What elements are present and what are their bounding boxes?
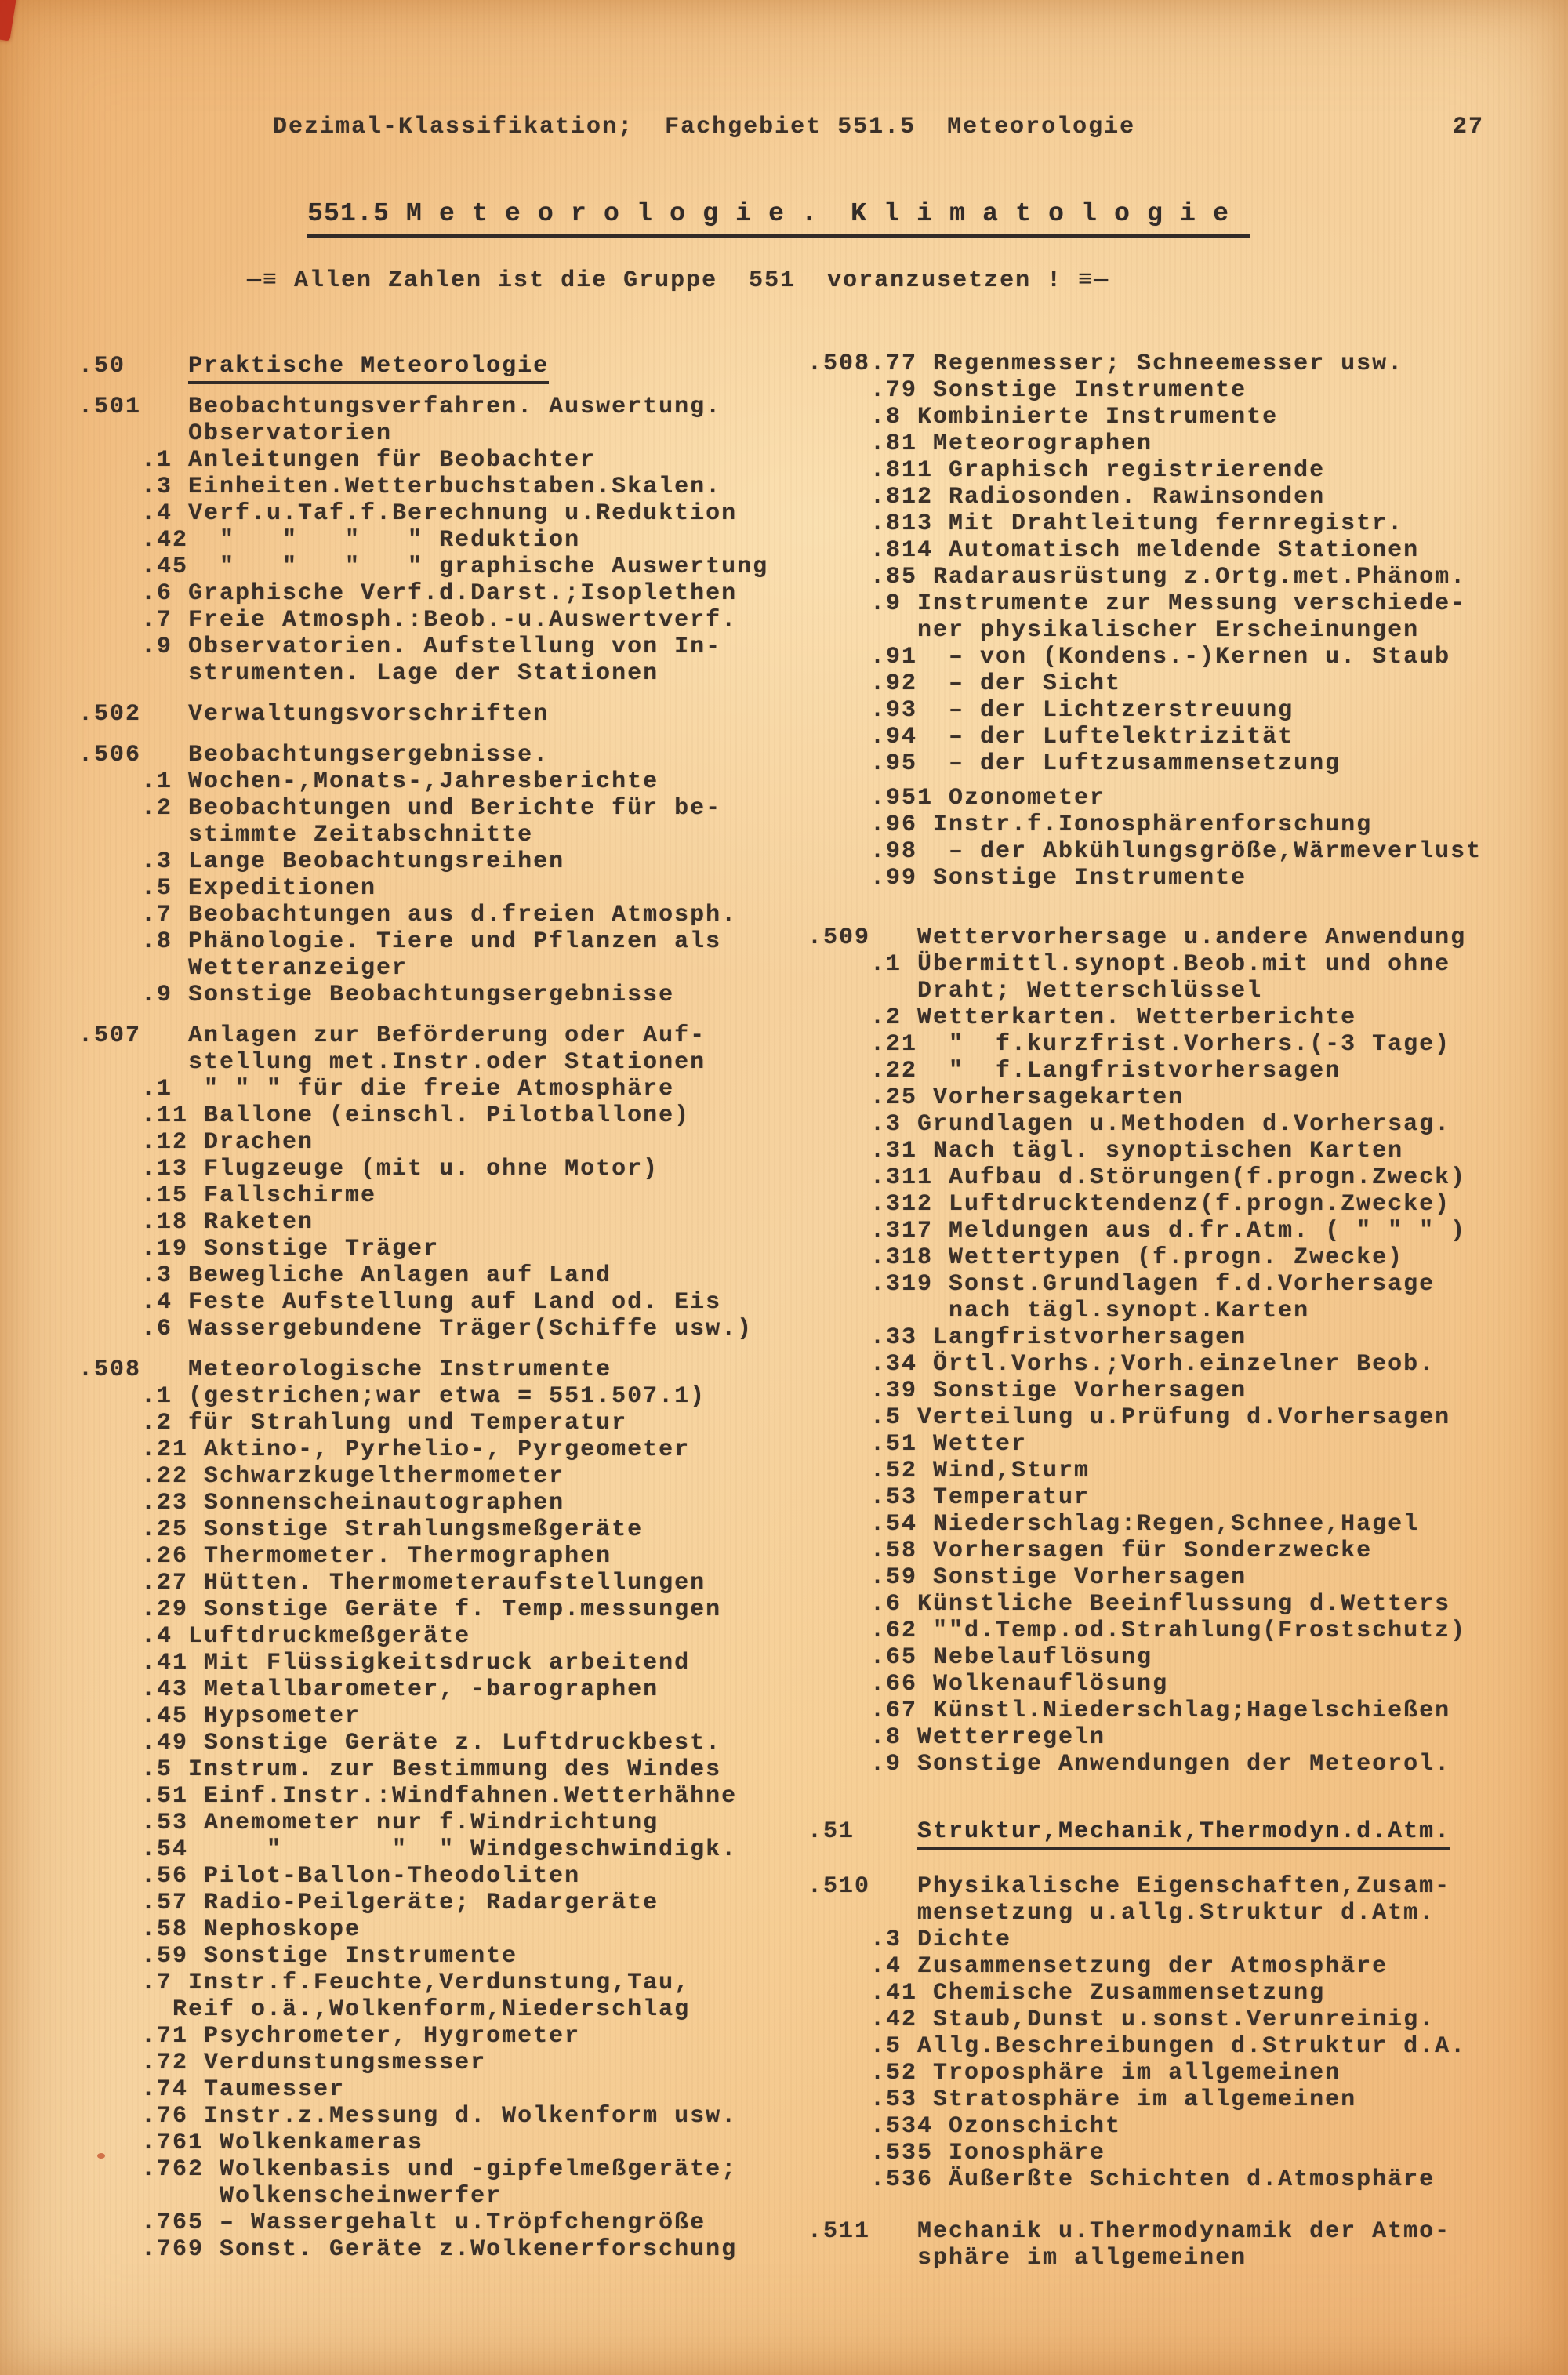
entry-line: .3 Bewegliche Anlagen auf Land (78, 1262, 612, 1289)
entry-line: .507 Anlagen zur Beförderung oder Auf- (78, 1022, 706, 1049)
entry-line: .2 Wetterkarten. Wetterberichte (808, 1004, 1357, 1031)
entry-line: .1 Anleitungen für Beobachter (78, 447, 597, 474)
entry-line: .27 Hütten. Thermometeraufstellungen (78, 1570, 706, 1596)
entry-line: .5 Expeditionen (78, 875, 377, 902)
entry-line: .58 Vorhersagen für Sonderzwecke (808, 1538, 1373, 1564)
entry-line: sphäre im allgemeinen (808, 2245, 1247, 2272)
entry-line: .95 – der Luftzusammensetzung (808, 750, 1341, 777)
entry-line: .93 – der Lichtzerstreuung (808, 697, 1294, 724)
column-gap (78, 1342, 86, 1356)
entry-line: .4 Feste Aufstellung auf Land od. Eis (78, 1289, 722, 1316)
entry-line: .72 Verdunstungsmesser (78, 2050, 487, 2076)
entry-line: .1 Übermittl.synopt.Beob.mit und ohne (808, 951, 1451, 978)
entry-line: .509 Wettervorhersage u.andere Anwendung (808, 924, 1467, 951)
entry-line: .1 (gestrichen;war etwa = 551.507.1) (78, 1383, 706, 1410)
entry-line: .25 Sonstige Strahlungsmeßgeräte (78, 1516, 644, 1543)
column-gap (808, 1845, 815, 1873)
entry-line: .54 " " " Windgeschwindigk. (78, 1836, 738, 1863)
entry-line: .510 Physikalische Eigenschaften,Zusam- (808, 1873, 1451, 1900)
entry-line: .814 Automatisch meldende Stationen (808, 537, 1420, 564)
entry-line: .74 Taumesser (78, 2076, 346, 2103)
entry-line: .42 Staub,Dunst u.sonst.Verunreinig. (808, 2006, 1436, 2033)
entry-line: .22 " f.Langfristvorhersagen (808, 1058, 1341, 1084)
entry-line: .99 Sonstige Instrumente (808, 865, 1247, 892)
entry-line: .13 Flugzeuge (mit u. ohne Motor) (78, 1156, 659, 1182)
entry-line: .2 für Strahlung und Temperatur (78, 1410, 628, 1436)
entry-line: nach tägl.synopt.Karten (808, 1298, 1310, 1324)
entry-line: .54 Niederschlag:Regen,Schnee,Hagel (808, 1511, 1420, 1538)
page-number: 27 (1453, 114, 1485, 140)
entry-line: .812 Radiosonden. Rawinsonden (808, 484, 1326, 510)
entry-line: .33 Langfristvorhersagen (808, 1324, 1247, 1351)
running-header: Dezimal-Klassifikation; Fachgebiet 551.5 Meteorologie (273, 114, 1136, 140)
entry-line: .3 Einheiten.Wetterbuchstaben.Skalen. (78, 474, 722, 500)
entry-line: .761 Wolkenkameras (78, 2130, 424, 2156)
section-title-text: 551.5 M e t e o r o l o g i e . K l i m a t o l o g i e (307, 201, 1250, 238)
group-heading-line (78, 353, 768, 379)
column-gap (78, 379, 86, 394)
column-gap (808, 2193, 815, 2218)
entry-line: .769 Sonst. Geräte z.Wolkenerforschung (78, 2236, 738, 2263)
column-gap (808, 777, 815, 785)
entry-line: .29 Sonstige Geräte f. Temp.messungen (78, 1596, 722, 1623)
entry-line: ner physikalischer Erscheinungen (808, 617, 1420, 644)
column-gap (78, 728, 86, 742)
entry-line: .23 Sonnenscheinautographen (78, 1490, 565, 1516)
entry-line: .3 Grundlagen u.Methoden d.Vorhersag. (808, 1111, 1451, 1138)
entry-line: .9 Observatorien. Aufstellung von In- (78, 634, 722, 660)
entry-line: .311 Aufbau d.Störungen(f.progn.Zweck) (808, 1164, 1467, 1191)
entry-line: .81 Meteorographen (808, 430, 1153, 457)
entry-line: .317 Meldungen aus d.fr.Atm. ( " " " ) (808, 1218, 1467, 1244)
classification-column-left (78, 353, 768, 2263)
entry-line: Reif o.ä.,Wolkenform,Niederschlag (78, 1996, 691, 2023)
entry-line: .51 Einf.Instr.:Windfahnen.Wetterhähne (78, 1783, 738, 1810)
entry-line: .59 Sonstige Vorhersagen (808, 1564, 1247, 1591)
entry-line: .535 Ionosphäre (808, 2140, 1106, 2166)
entry-line: .94 – der Luftelektrizität (808, 724, 1294, 750)
entry-line: .762 Wolkenbasis und -gipfelmeßgeräte; (78, 2156, 738, 2183)
entry-line: .31 Nach tägl. synoptischen Karten (808, 1138, 1404, 1164)
classification-column-right (808, 350, 1482, 2272)
entry-line: .52 Troposphäre im allgemeinen (808, 2060, 1341, 2086)
entry-line: .76 Instr.z.Messung d. Wolkenform usw. (78, 2103, 738, 2130)
entry-line: mensetzung u.allg.Struktur d.Atm. (808, 1900, 1436, 1927)
entry-line: .45 " " " " graphische Auswertung (78, 554, 769, 580)
entry-line: .951 Ozonometer (808, 785, 1106, 812)
column-gap (78, 1008, 86, 1022)
entry-line: .534 Ozonschicht (808, 2113, 1122, 2140)
entry-line: .25 Vorhersagekarten (808, 1084, 1185, 1111)
entry-line: .3 Dichte (808, 1927, 1012, 1953)
entry-line: strumenten. Lage der Stationen (78, 660, 659, 687)
entry-line: .53 Anemometer nur f.Windrichtung (78, 1810, 659, 1836)
entry-line: .506 Beobachtungsergebnisse. (78, 742, 550, 768)
entry-line: .21 " f.kurzfrist.Vorhers.(-3 Tage) (808, 1031, 1451, 1058)
entry-line: .2 Beobachtungen und Berichte für be- (78, 795, 722, 822)
entry-line: .15 Fallschirme (78, 1182, 377, 1209)
entry-line: .8 Phänologie. Tiere und Pflanzen als (78, 928, 722, 955)
entry-line: Wolkenscheinwerfer (78, 2183, 503, 2210)
entry-line: .312 Luftdrucktendenz(f.progn.Zwecke) (808, 1191, 1451, 1218)
entry-line: .92 – der Sicht (808, 670, 1122, 697)
entry-line: .65 Nebelauflösung (808, 1644, 1153, 1671)
entry-line: .53 Stratosphäre im allgemeinen (808, 2086, 1357, 2113)
column-gap (808, 892, 815, 924)
entry-line: .67 Künstl.Niederschlag;Hagelschießen (808, 1698, 1451, 1724)
entry-line: .4 Verf.u.Taf.f.Berechnung u.Reduktion (78, 500, 738, 527)
entry-line: .56 Pilot-Ballon-Theodoliten (78, 1863, 581, 1890)
entry-line: .26 Thermometer. Thermographen (78, 1543, 612, 1570)
entry-line: .7 Freie Atmosph.:Beob.-u.Auswertverf. (78, 607, 738, 634)
entry-line: .9 Sonstige Anwendungen der Meteorol. (808, 1751, 1451, 1778)
red-ink-corner-mark (0, 0, 17, 42)
entry-line: .21 Aktino-, Pyrhelio-, Pyrgeometer (78, 1436, 691, 1463)
entry-line: .79 Sonstige Instrumente (808, 377, 1247, 404)
entry-line: .3 Lange Beobachtungsreihen (78, 848, 565, 875)
entry-line: .51 Wetter (808, 1431, 1028, 1458)
notice-text: Allen Zahlen ist die Gruppe 551 voranzusetzen ! (278, 267, 1079, 294)
entry-line: stellung met.Instr.oder Stationen (78, 1049, 706, 1076)
entry-line: .98 – der Abkühlungsgröße,Wärmeverlust (808, 838, 1483, 865)
entry-line: .508 Meteorologische Instrumente (78, 1356, 612, 1383)
entry-line: .43 Metallbarometer, -barographen (78, 1676, 659, 1703)
entry-line: .41 Chemische Zusammensetzung (808, 1980, 1326, 2006)
entry-line: .53 Temperatur (808, 1484, 1091, 1511)
entry-line: .52 Wind,Sturm (808, 1458, 1091, 1484)
entry-line: Draht; Wetterschlüssel (808, 978, 1263, 1004)
entry-line: .1 " " " für die freie Atmosphäre (78, 1076, 675, 1102)
entry-line: .319 Sonst.Grundlagen f.d.Vorhersage (808, 1271, 1436, 1298)
entry-line: .85 Radarausrüstung z.Ortg.met.Phänom. (808, 564, 1467, 590)
entry-line: .96 Instr.f.Ionosphärenforschung (808, 812, 1373, 838)
entry-line: .5 Allg.Beschreibungen d.Struktur d.A. (808, 2033, 1467, 2060)
entry-line: .501 Beobachtungsverfahren. Auswertung. (78, 394, 722, 420)
entry-line: .536 Äußerßte Schichten d.Atmosphäre (808, 2166, 1436, 2193)
entry-line: .57 Radio-Peilgeräte; Radargeräte (78, 1890, 659, 1916)
entry-line: .4 Luftdruckmeßgeräte (78, 1623, 471, 1650)
entry-line: .1 Wochen-,Monats-,Jahresberichte (78, 768, 659, 795)
entry-line: .5 Verteilung u.Prüfung d.Vorhersagen (808, 1404, 1451, 1431)
entry-line: .8 Wetterregeln (808, 1724, 1106, 1751)
entry-line: .7 Instr.f.Feuchte,Verdunstung,Tau, (78, 1970, 691, 1996)
entry-line: Observatorien (78, 420, 393, 447)
entry-line: .19 Sonstige Träger (78, 1236, 440, 1262)
entry-line: .9 Instrumente zur Messung verschiede- (808, 590, 1467, 617)
entry-line: .11 Ballone (einschl. Pilotballone) (78, 1102, 691, 1129)
entry-line: .8 Kombinierte Instrumente (808, 404, 1279, 430)
entry-line: .91 – von (Kondens.-)Kernen u. Staub (808, 644, 1451, 670)
section-title (307, 201, 1250, 238)
entry-line: .58 Nephoskope (78, 1916, 361, 1943)
entry-line: .5 Instrum. zur Bestimmung des Windes (78, 1756, 722, 1783)
entry-line: .811 Graphisch registrierende (808, 457, 1326, 484)
entry-line: .511 Mechanik u.Thermodynamik der Atmo- (808, 2218, 1451, 2245)
entry-line: .34 Örtl.Vorhs.;Vorh.einzelner Beob. (808, 1351, 1436, 1378)
entry-line: .45 Hypsometer (78, 1703, 361, 1730)
group-heading-underlined-label: Struktur,Mechanik,Thermodyn.d.Atm. (917, 1818, 1450, 1850)
entry-line: .6 Wassergebundene Träger(Schiffe usw.) (78, 1316, 753, 1342)
entry-code: .51 (808, 1818, 918, 1845)
entry-line: .49 Sonstige Geräte z. Luftdruckbest. (78, 1730, 722, 1756)
entry-line: .7 Beobachtungen aus d.freien Atmosph. (78, 902, 738, 928)
entry-line: .6 Künstliche Beeinflussung d.Wetters (808, 1591, 1451, 1618)
notice-line (247, 267, 1109, 294)
entry-line: .4 Zusammensetzung der Atmosphäre (808, 1953, 1388, 1980)
entry-line: .41 Mit Flüssigkeitsdruck arbeitend (78, 1650, 691, 1676)
entry-line: .508.77 Regenmesser; Schneemesser usw. (808, 350, 1404, 377)
triple-bar-left-icon: —≡ (247, 267, 279, 294)
entry-line: .18 Raketen (78, 1209, 314, 1236)
entry-line: .42 " " " " Reduktion (78, 527, 581, 554)
entry-line: .39 Sonstige Vorhersagen (808, 1378, 1247, 1404)
entry-line: .318 Wettertypen (f.progn. Zwecke) (808, 1244, 1404, 1271)
entry-line: .66 Wolkenauflösung (808, 1671, 1169, 1698)
entry-line: stimmte Zeitabschnitte (78, 822, 534, 848)
entry-line: .59 Sonstige Instrumente (78, 1943, 518, 1970)
entry-line: .502 Verwaltungsvorschriften (78, 701, 550, 728)
group-heading-underlined-label: Praktische Meteorologie (188, 353, 549, 384)
entry-code: .50 (78, 353, 189, 379)
entry-line: Wetteranzeiger (78, 955, 408, 982)
group-heading-line (808, 1818, 1482, 1845)
entry-line: .6 Graphische Verf.d.Darst.;Isoplethen (78, 580, 738, 607)
entry-line: .813 Mit Drahtleitung fernregistr. (808, 510, 1404, 537)
column-gap (808, 1778, 815, 1818)
entry-line: .62 ""d.Temp.od.Strahlung(Frostschutz) (808, 1618, 1467, 1644)
entry-line: .12 Drachen (78, 1129, 314, 1156)
column-gap (78, 687, 86, 701)
entry-line: .765 – Wassergehalt u.Tröpfchengröße (78, 2210, 706, 2236)
entry-line: .9 Sonstige Beobachtungsergebnisse (78, 982, 675, 1008)
triple-bar-right-icon: ≡— (1078, 267, 1110, 294)
entry-line: .22 Schwarzkugelthermometer (78, 1463, 565, 1490)
entry-line: .71 Psychrometer, Hygrometer (78, 2023, 581, 2050)
